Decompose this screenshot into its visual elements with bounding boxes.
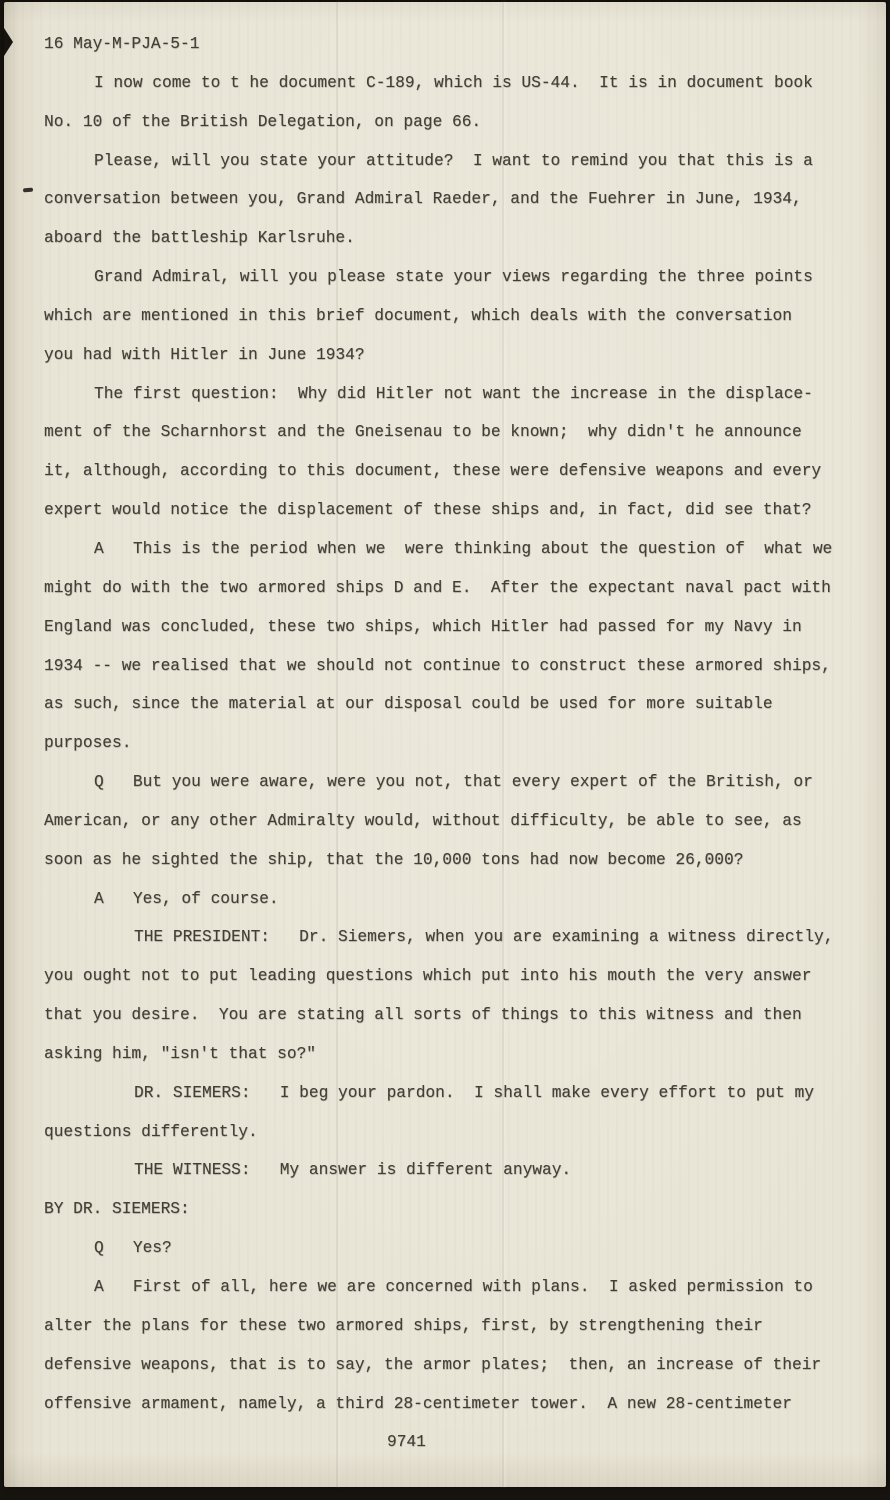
transcript-line: that you desire. You are stating all sorts of things to this witness and then	[44, 1006, 802, 1025]
transcript-line: you ought not to put leading questions which put into his mouth the very answer	[44, 967, 812, 986]
transcript-line: might do with the two armored ships D and E. After the expectant naval pact with	[44, 578, 831, 597]
transcript-line: American, or any other Admiralty would, without difficulty, be able to see, as	[44, 811, 802, 830]
transcript-line: Grand Admiral, will you please state your views regarding the three points	[94, 268, 813, 287]
transcript-line: A Yes, of course.	[94, 889, 279, 908]
transcript-line: DR. SIEMERS: I beg your pardon. I shall make every effort to put my	[134, 1083, 814, 1102]
transcript-line: England was concluded, these two ships, which Hitler had passed for my Navy in	[44, 617, 802, 636]
transcript-line: I now come to t he document C-189, which is US-44. It is in document book	[94, 73, 813, 92]
transcript-body	[44, 64, 870, 1424]
page-number: 9741	[387, 1433, 426, 1452]
transcript-page	[4, 2, 886, 1487]
transcript-line: soon as he sighted the ship, that the 10,000 tons had now become 26,000?	[44, 850, 744, 869]
margin-dash-mark	[23, 188, 33, 192]
transcript-line: purposes.	[44, 734, 132, 753]
transcript-line: offensive armament, namely, a third 28-centimeter tower. A new 28-centimeter	[44, 1394, 792, 1413]
transcript-line: The first question: Why did Hitler not want the increase in the displace-	[94, 384, 813, 403]
transcript-line: A This is the period when we were thinking about the question of what we	[94, 539, 833, 558]
transcript-line: which are mentioned in this brief document, which deals with the conversation	[44, 306, 792, 325]
transcript-line: No. 10 of the British Delegation, on page 66.	[44, 112, 482, 131]
transcript-line: you had with Hitler in June 1934?	[44, 345, 365, 364]
transcript-line: alter the plans for these two armored ships, first, by strengthening their	[44, 1316, 763, 1335]
transcript-line: Q Yes?	[94, 1239, 172, 1258]
transcript-line: aboard the battleship Karlsruhe.	[44, 229, 355, 248]
torn-corner	[4, 28, 13, 56]
transcript-line: THE PRESIDENT: Dr. Siemers, when you are examining a witness directly,	[134, 928, 834, 947]
transcript-content	[44, 25, 870, 1462]
transcript-line: Please, will you state your attitude? I want to remind you that this is a	[94, 151, 813, 170]
transcript-line: Q But you were aware, were you not, that every expert of the British, or	[94, 773, 813, 792]
transcript-line: ment of the Scharnhorst and the Gneisenau to be known; why didn't he announce	[44, 423, 802, 442]
transcript-line: defensive weapons, that is to say, the armor plates; then, an increase of their	[44, 1355, 822, 1374]
transcript-line: 1934 -- we realised that we should not continue to construct these armored ships,	[44, 656, 831, 675]
transcript-line: as such, since the material at our disposal could be used for more suitable	[44, 695, 773, 714]
transcript-line: BY DR. SIEMERS:	[44, 1200, 190, 1219]
transcript-line: A First of all, here we are concerned with plans. I asked permission to	[94, 1278, 813, 1296]
transcript-line: questions differently.	[44, 1122, 258, 1141]
page-header-label: 16 May-M-PJA-5-1	[44, 35, 200, 53]
transcript-line: THE WITNESS: My answer is different anyway.	[134, 1161, 572, 1180]
transcript-line: asking him, "isn't that so?"	[44, 1044, 316, 1063]
transcript-line: it, although, according to this document, these were defensive weapons and every	[44, 462, 822, 481]
transcript-line: conversation between you, Grand Admiral Raeder, and the Fuehrer in June, 1934,	[44, 190, 802, 209]
transcript-line: expert would notice the displacement of these ships and, in fact, did see that?	[44, 501, 812, 520]
